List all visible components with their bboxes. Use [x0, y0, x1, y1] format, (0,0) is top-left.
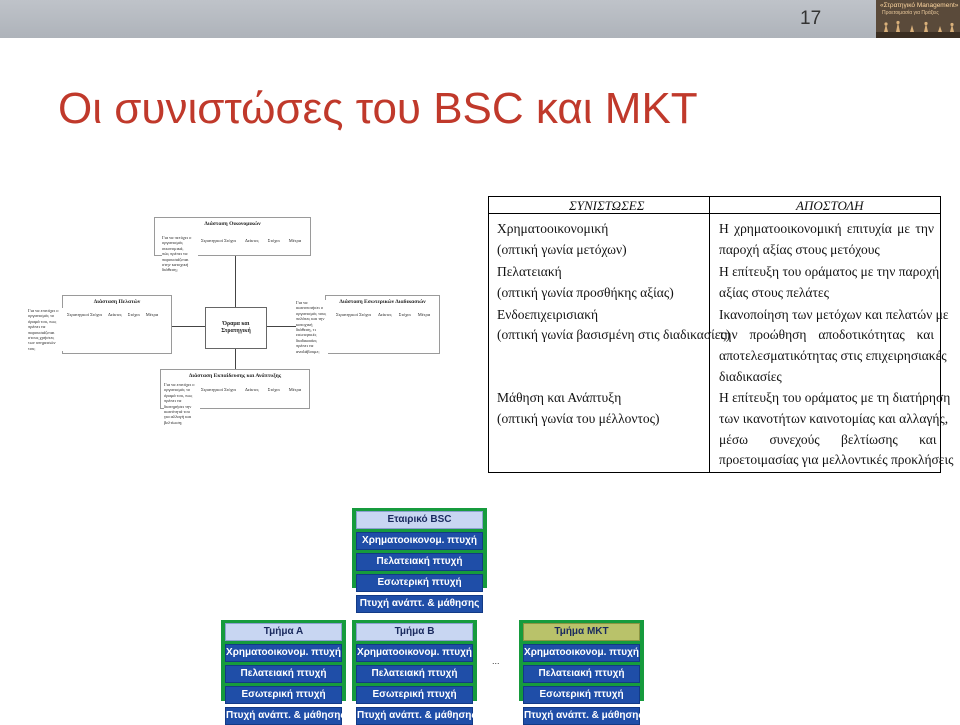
financial-perspective-title: Διάσταση Οικονομικών: [204, 221, 261, 227]
customer-perspective-title: Διάσταση Πελατών: [93, 299, 141, 305]
learning-perspective-question: Για να επιτύχει ο οργανισμός το όραμά του, πως πρέπει να διατηρήσει την ικανότητά του για αλλαγή και βελτίωση;: [164, 382, 200, 425]
column-header: Στόχοι: [127, 312, 140, 317]
slide-number: 17: [800, 8, 822, 29]
department-bsc-title: Τμήμα Α: [225, 623, 342, 641]
internal-process-perspective-question: Για να ικανοποιήσει ο οργανισμός τους πελάτες και την κατοχική διάθεση, τι εσωτερικές διαδικασίες πρέπει να αναλάβουμε;: [296, 300, 327, 354]
financial-perspective-question: Για να πετύχει ο οργανισμός οικονομικά, πώς πρέπει να παρουσιάζεται στην κατοχική διάθεση;: [162, 235, 198, 273]
column-header: Στρατηγικοί Στόχοι: [67, 312, 103, 317]
bsc-row-learning: Πτυχή ανάπτ. & μάθησης: [356, 595, 483, 613]
table-header-components: ΣΥΝΙΣΤΩΣΕΣ: [569, 198, 645, 213]
column-header: Στρατηγικοί Στόχοι: [201, 238, 237, 243]
connector-line: [235, 347, 236, 369]
learning-perspective-title: Διάσταση Εκπαίδευσης και Ανάπτυξης: [188, 373, 282, 379]
column-header: Δείκτες: [245, 387, 259, 392]
bsc-row-internal: Εσωτερική πτυχή: [356, 574, 483, 592]
table-header-mission: ΑΠΟΣΤΟΛΗ: [796, 198, 864, 213]
bsc-row-financial: Χρηματοοικονομ. πτυχή: [356, 532, 483, 550]
column-header: Στόχοι: [267, 238, 280, 243]
mission-text: των ικανοτήτων καινοτομίας και αλλαγής,: [719, 411, 949, 426]
department-a-bsc-box: [221, 620, 346, 721]
column-header: Μέτρα: [288, 238, 302, 243]
column-headers: [201, 387, 301, 392]
column-header: Δείκτες: [108, 312, 122, 317]
bsc-row-learning: Πτυχή ανάπτ. & μάθησης: [523, 707, 640, 725]
component-perspective: (οπτική γωνία του μέλλοντος): [497, 411, 660, 426]
mission-text: Η επίτευξη του οράματος με τη διατήρηση: [719, 390, 951, 405]
column-headers: [201, 238, 301, 243]
page-title: Οι συνιστώσες του BSC και MKT: [58, 84, 698, 133]
column-header: Στρατηγικοί Στόχοι: [201, 387, 237, 392]
bsc-row-customer: Πελατειακή πτυχή: [523, 665, 640, 683]
bsc-row-learning: Πτυχή ανάπτ. & μάθησης: [356, 707, 473, 725]
mission-text: αξίας στους πελάτες: [719, 285, 829, 300]
mission-text: διαδικασίες: [719, 369, 782, 384]
column-header: Στόχοι: [398, 312, 411, 317]
column-header: Δείκτες: [245, 238, 259, 243]
logo-subtitle: Προετοιμασία για Πράξεις: [882, 10, 939, 16]
bsc-row-financial: Χρηματοοικονομ. πτυχή: [225, 644, 342, 662]
column-header: Μέτρα: [417, 312, 431, 317]
column-header: Μέτρα: [288, 387, 302, 392]
customer-perspective-box: [62, 295, 172, 354]
component-name: Χρηματοοικονομική: [497, 221, 609, 236]
bsc-row-internal: Εσωτερική πτυχή: [225, 686, 342, 704]
mission-text: την προώθηση αποδοτικότητας και: [719, 327, 934, 342]
logo: [876, 0, 960, 38]
mission-text: Ικανοποίηση των μετόχων και πελατών με: [719, 307, 949, 322]
mission-text: προετοιμασίας για μελλοντικές προκλήσεις: [719, 452, 954, 467]
customer-perspective-question: Για να επιτύχει ο οργανισμός το όραμά του, πως πρέπει να παρουσιάζεται στους χρήστες των υπηρεσιών του;: [28, 308, 64, 351]
column-header: Μέτρα: [145, 312, 159, 317]
column-headers: [67, 312, 158, 317]
department-bsc-title: Τμήμα ΜΚΤ: [523, 623, 640, 641]
bsc-row-financial: Χρηματοοικονομ. πτυχή: [523, 644, 640, 662]
bsc-row-financial: Χρηματοοικονομ. πτυχή: [356, 644, 473, 662]
column-header: Δείκτες: [378, 312, 392, 317]
bsc-row-customer: Πελατειακή πτυχή: [225, 665, 342, 683]
component-perspective: (οπτική γωνία βασισμένη στις διαδικασίες): [497, 327, 731, 342]
mission-text: αποτελεσματικότητας στις επιχειρησιακές: [719, 348, 947, 363]
internal-process-perspective-title: Διάσταση Εσωτερικών Διαδικασιών: [339, 299, 426, 305]
column-header: Στρατηγικοί Στόχοι: [336, 312, 372, 317]
logo-title: «Στρατηγικό Management»: [880, 2, 959, 9]
vision-strategy-box: Όραμα και Στρατηγική: [205, 307, 267, 349]
mission-text: μέσω συνεχούς βελτίωσης και: [719, 432, 937, 447]
connector-line: [235, 254, 236, 307]
component-name: Ενδοεπιχειρισιακή: [497, 307, 599, 322]
column-headers: [336, 312, 430, 317]
mission-text: Η χρηματοοικονομική επιτυχία με την: [719, 221, 934, 236]
mission-text: παροχή αξίας στους μετόχους: [719, 242, 880, 257]
bsc-row-customer: Πελατειακή πτυχή: [356, 553, 483, 571]
component-perspective: (οπτική γωνία προσθήκης αξίας): [497, 285, 674, 300]
components-mission-table: [488, 196, 954, 473]
component-perspective: (οπτική γωνία μετόχων): [497, 242, 627, 257]
ellipsis: ...: [492, 656, 500, 666]
corporate-bsc-title: Εταιρικό BSC: [356, 511, 483, 529]
connector-line: [170, 326, 205, 327]
bsc-row-internal: Εσωτερική πτυχή: [356, 686, 473, 704]
bsc-perspectives-diagram: [0, 0, 480, 440]
mission-text: Η επίτευξη του οράματος με την παροχή: [719, 264, 940, 279]
internal-process-perspective-box: [325, 295, 440, 354]
component-name: Μάθηση και Ανάπτυξη: [497, 390, 622, 405]
component-name: Πελατειακή: [497, 264, 562, 279]
department-mkt-bsc-box: [519, 620, 644, 721]
bsc-row-customer: Πελατειακή πτυχή: [356, 665, 473, 683]
table-divider: [489, 213, 940, 214]
bsc-row-internal: Εσωτερική πτυχή: [523, 686, 640, 704]
chess-pieces-icon: [876, 20, 960, 38]
corporate-bsc-box: [352, 508, 487, 609]
department-bsc-title: Τμήμα Β: [356, 623, 473, 641]
column-header: Στόχοι: [267, 387, 280, 392]
bsc-row-learning: Πτυχή ανάπτ. & μάθησης: [225, 707, 342, 725]
department-b-bsc-box: [352, 620, 477, 721]
